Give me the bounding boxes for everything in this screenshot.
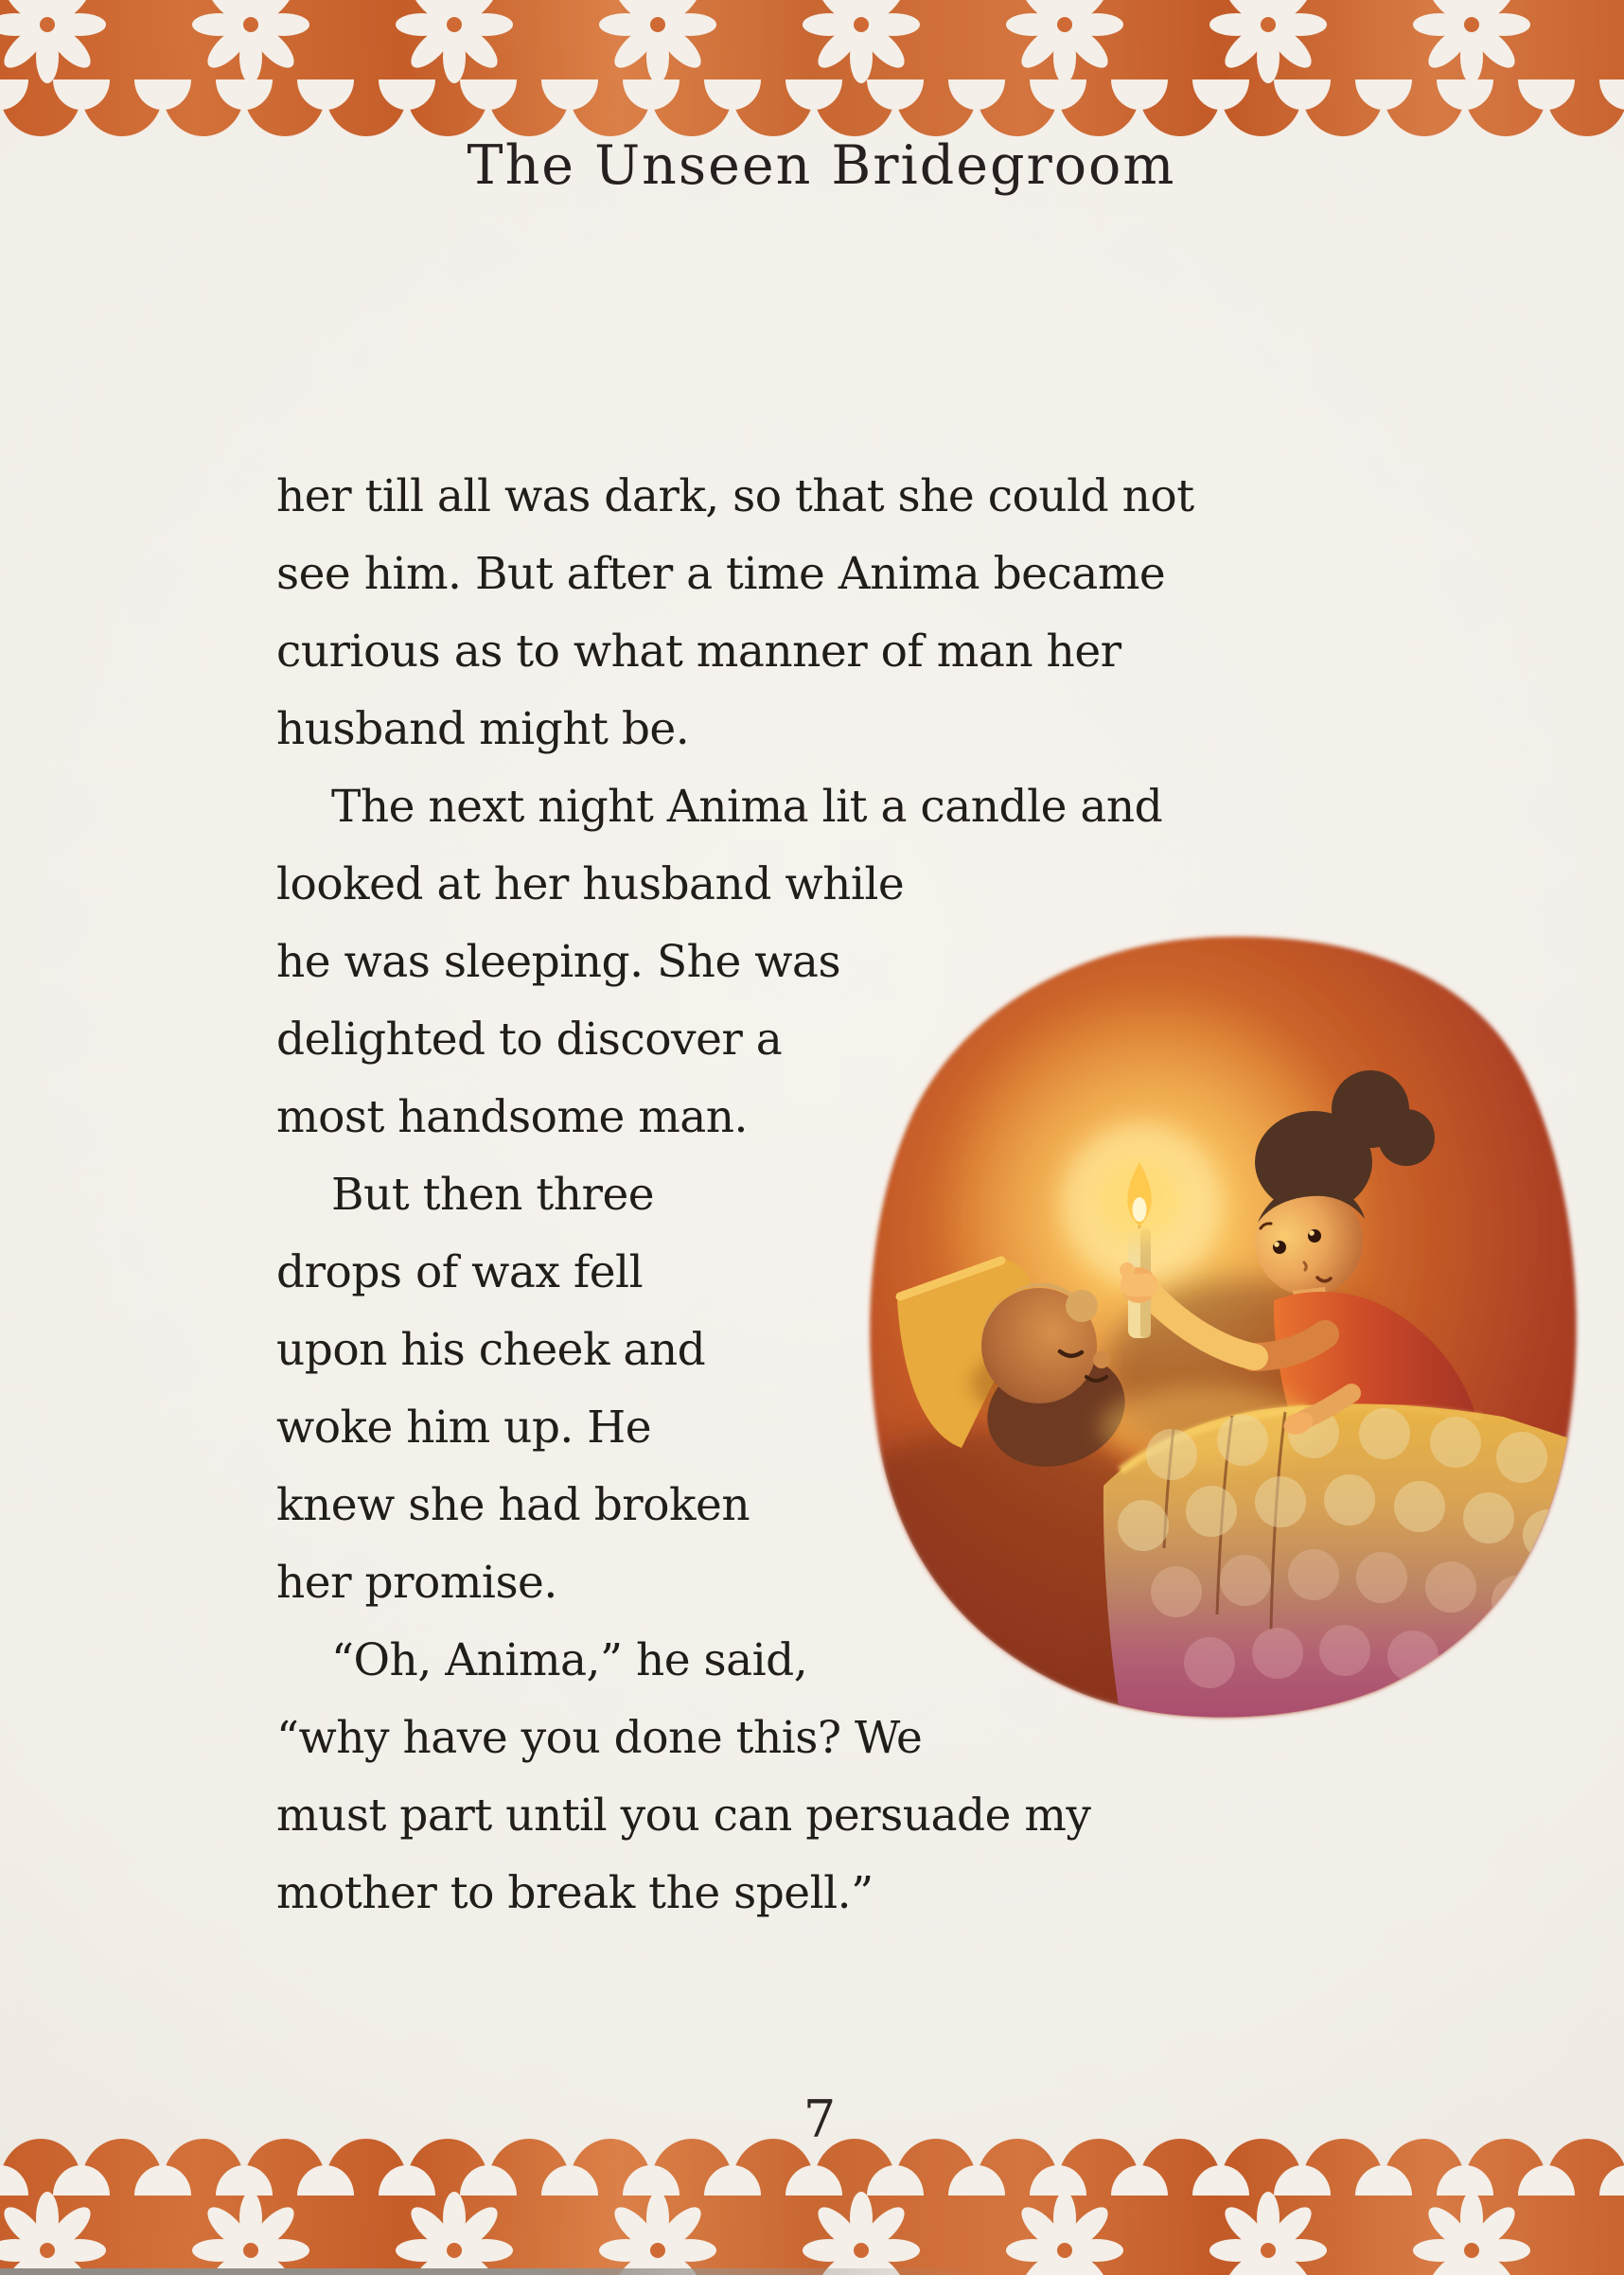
story-line: But then three <box>331 1169 655 1221</box>
page-edge-shadow <box>0 2268 1039 2275</box>
decorative-border-top <box>0 0 1624 142</box>
story-line: “why have you done this? We <box>276 1712 923 1764</box>
story-line: “Oh, Anima,” he said, <box>331 1634 808 1686</box>
story-line: The next night Anima lit a candle and <box>331 781 1163 833</box>
story-line: looked at her husband while <box>276 858 905 910</box>
page-number: 7 <box>803 2090 837 2149</box>
story-line: knew she had broken <box>276 1479 750 1531</box>
story-line: most handsome man. <box>276 1091 748 1143</box>
story-line: see him. But after a time Anima became <box>276 548 1166 600</box>
story-line: her promise. <box>276 1557 557 1609</box>
story-line: curious as to what manner of man her <box>276 626 1121 678</box>
story-illustration <box>840 929 1611 1730</box>
story-line: husband might be. <box>276 703 690 755</box>
story-line: must part until you can persuade my <box>276 1790 1091 1842</box>
story-line: mother to break the spell.” <box>276 1867 874 1919</box>
story-line: delighted to discover a <box>276 1014 783 1066</box>
page-title: The Unseen Bridegroom <box>467 134 1176 197</box>
story-line: woke him up. He <box>276 1402 652 1454</box>
story-line: her till all was dark, so that she could not <box>276 470 1194 522</box>
story-line: he was sleeping. She was <box>276 936 841 988</box>
story-line: drops of wax fell <box>276 1246 644 1298</box>
story-line: upon his cheek and <box>276 1324 706 1376</box>
decorative-border-bottom <box>0 2133 1624 2275</box>
